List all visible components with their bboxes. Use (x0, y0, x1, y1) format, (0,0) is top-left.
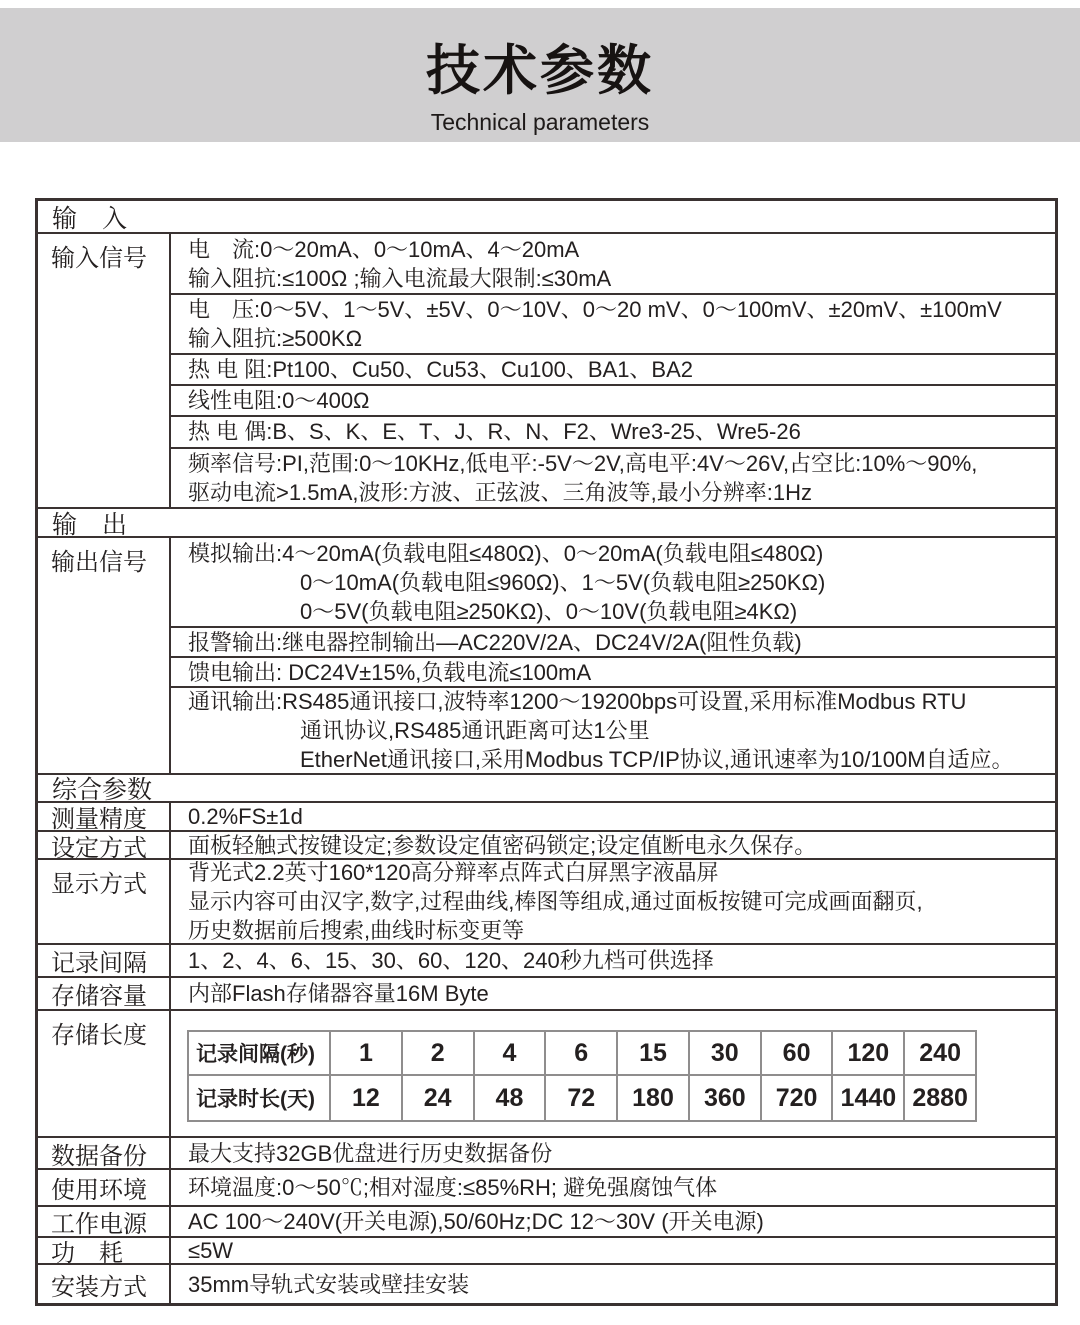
row-label (38, 234, 171, 507)
row-label (38, 945, 171, 976)
spec-line: 面板轻触式按键设定;参数设定值密码锁定;设定值断电永久保存。 (188, 832, 817, 858)
group-row-output-signal (38, 538, 1055, 775)
storage-value: 72 (546, 1076, 618, 1120)
row-content (171, 832, 1055, 858)
storage-value: 720 (762, 1076, 834, 1120)
spec-line: 报警输出:继电器控制输出—AC220V/2A、DC24V/2A(阻性负载) (188, 629, 802, 655)
row-label-text: 测量精度 (51, 806, 147, 833)
row-label (38, 1138, 171, 1168)
storage-value: 6 (546, 1032, 618, 1074)
row-label-text: 安装方式 (51, 1273, 147, 1301)
cell-comm-output (171, 688, 1055, 773)
cell-rtd (171, 355, 1055, 386)
storage-value: 4 (475, 1032, 547, 1074)
row-environment (38, 1170, 1055, 1207)
row-content (171, 1238, 1055, 1263)
storage-value: 1 (331, 1032, 403, 1074)
cell-voltage (171, 295, 1055, 355)
spec-line: 热 电 偶:B、S、K、E、T、J、R、N、F2、Wre3-25、Wre5-26 (188, 419, 801, 445)
spec-line: 电 流:0～20mA、0～10mA、4～20mA (188, 236, 580, 262)
row-storage-capacity (38, 978, 1055, 1011)
cell-linear-resistance (171, 386, 1055, 417)
row-label (38, 978, 171, 1009)
spec-line: 通讯协议,RS485通讯距离可达1公里 (300, 718, 650, 743)
spec-line: 线性电阻:0～400Ω (188, 388, 370, 414)
row-content (171, 1138, 1055, 1168)
storage-row-label: 记录时长(天) (189, 1076, 331, 1120)
spec-line: 输入阻抗:≤100Ω ;输入电流最大限制:≤30mA (188, 265, 612, 291)
page-title: 技术参数 (426, 41, 654, 101)
row-label-text: 输入信号 (51, 245, 147, 272)
spec-table (35, 198, 1058, 1306)
cell-frequency (171, 449, 1055, 507)
spec-line: 1、2、4、6、15、30、60、120、240秒九档可供选择 (188, 948, 714, 973)
storage-value: 2880 (912, 1083, 968, 1112)
row-record-interval (38, 945, 1055, 978)
spec-line: 0.2%FS±1d (188, 804, 303, 829)
row-content (171, 978, 1055, 1009)
storage-value: 360 (690, 1076, 762, 1120)
spec-line: 频率信号:PI,范围:0～10KHz,低电平:-5V～2V,高电平:4V～26V,占空比:10%～90%, (188, 450, 978, 476)
row-display-method (38, 860, 1055, 945)
row-installation (38, 1265, 1055, 1303)
spec-line: 通讯输出:RS485通讯接口,波特率1200～19200bps可设置,采用标准Modbus RTU (188, 689, 967, 714)
cell-thermocouple (171, 417, 1055, 449)
storage-value: 180 (618, 1076, 690, 1120)
storage-length-content (171, 1011, 1055, 1136)
storage-interval-row (189, 1032, 975, 1076)
spec-line: 0～10mA(负载电阻≤960Ω)、1～5V(负载电阻≥250KΩ) (300, 569, 826, 595)
section-row-general (38, 775, 1055, 803)
row-storage-length (38, 1011, 1055, 1138)
spec-line: 输入阻抗:≥500KΩ (188, 326, 363, 352)
storage-value: 1440 (833, 1076, 905, 1120)
spec-line: 驱动电流>1.5mA,波形:方波、正弦波、三角波等,最小分辨率:1Hz (188, 479, 813, 505)
row-content (171, 803, 1055, 830)
row-label-text: 工作电源 (51, 1211, 147, 1238)
row-power-consumption (38, 1238, 1055, 1265)
storage-duration-row (189, 1076, 975, 1120)
spec-line: EtherNet通讯接口,采用Modbus TCP/IP协议,通讯速率为10/100M自适应。 (300, 747, 1014, 772)
cell-analog-output (171, 538, 1055, 628)
row-label (38, 1170, 171, 1205)
page-subtitle: Technical parameters (430, 109, 650, 135)
spec-line: 环境温度:0～50℃;相对湿度:≤85%RH; 避免强腐蚀气体 (188, 1175, 718, 1200)
spec-line: 电 压:0～5V、1～5V、±5V、0～10V、0～20 mV、0～100mV、±20mV、±100mV (188, 297, 1002, 323)
row-content (171, 860, 1055, 943)
section-label: 综合参数 (52, 776, 153, 804)
row-label-text: 设定方式 (51, 834, 147, 862)
spec-line: 历史数据前后搜索,曲线时标变更等 (188, 918, 525, 943)
storage-value: 60 (762, 1032, 834, 1074)
spec-line: 馈电输出: DC24V±15%,负载电流≤100mA (188, 659, 592, 685)
row-label (38, 538, 171, 773)
section-row-output (38, 509, 1055, 538)
spec-line: 35mm导轨式安装或壁挂安装 (188, 1271, 470, 1297)
cell-alarm-output (171, 628, 1055, 658)
storage-value: 2 (403, 1032, 475, 1074)
spec-line: 内部Flash存储器容量16M Byte (188, 981, 489, 1006)
storage-value: 240 (919, 1038, 961, 1067)
storage-value: 30 (690, 1032, 762, 1074)
spec-line: AC 100～240V(开关电源),50/60Hz;DC 12～30V (开关电源) (188, 1209, 764, 1234)
input-signal-subrows (171, 234, 1055, 507)
cell-feed-output (171, 658, 1055, 688)
row-content (171, 1265, 1055, 1303)
cell-current (171, 234, 1055, 295)
row-data-backup (38, 1138, 1055, 1170)
row-label (38, 803, 171, 833)
storage-value: 120 (833, 1032, 905, 1074)
row-content (171, 1170, 1055, 1205)
row-label-text: 输出信号 (51, 549, 147, 576)
row-label-text: 数据备份 (51, 1142, 147, 1170)
section-label: 输 出 (52, 510, 128, 539)
output-signal-subrows (171, 538, 1055, 773)
row-label-text: 记录间隔 (51, 950, 147, 977)
spec-line: 背光式2.2英寸160*120高分辩率点阵式白屏黑字液晶屏 (188, 860, 719, 885)
spec-line: ≤5W (188, 1238, 234, 1263)
row-label (38, 860, 171, 943)
row-power-supply (38, 1207, 1055, 1238)
row-content (171, 1207, 1055, 1236)
row-label (38, 1011, 171, 1136)
row-label-text: 功 耗 (51, 1240, 123, 1267)
storage-value: 15 (618, 1032, 690, 1074)
row-label (38, 1207, 171, 1236)
spec-line: 热 电 阻:Pt100、Cu50、Cu53、Cu100、BA1、BA2 (188, 357, 694, 383)
spec-line: 显示内容可由汉字,数字,过程曲线,棒图等组成,通过面板按键可完成画面翻页, (188, 889, 923, 914)
row-label (38, 1265, 171, 1303)
storage-length-table (187, 1030, 977, 1122)
spec-line: 0～5V(负载电阻≥250KΩ)、0～10V(负载电阻≥4KΩ) (300, 598, 798, 624)
group-row-input-signal (38, 234, 1055, 509)
storage-value: 48 (475, 1076, 547, 1120)
section-row-input (38, 201, 1055, 234)
storage-value: 12 (331, 1076, 403, 1120)
storage-row-label: 记录间隔(秒) (189, 1032, 331, 1074)
header-band (0, 8, 1080, 142)
row-label-text: 显示方式 (51, 871, 147, 898)
row-label (38, 1238, 171, 1267)
row-label (38, 832, 171, 862)
storage-value: 24 (403, 1076, 475, 1120)
section-label: 输 入 (52, 204, 128, 233)
spec-line: 模拟输出:4～20mA(负载电阻≤480Ω)、0～20mA(负载电阻≤480Ω) (188, 540, 824, 566)
row-label-text: 存储容量 (51, 983, 147, 1010)
row-setting-method (38, 832, 1055, 860)
spec-line: 最大支持32GB优盘进行历史数据备份 (188, 1140, 553, 1166)
row-label-text: 使用环境 (51, 1177, 147, 1204)
row-accuracy (38, 803, 1055, 832)
row-label-text: 存储长度 (51, 1022, 147, 1049)
row-content (171, 945, 1055, 976)
